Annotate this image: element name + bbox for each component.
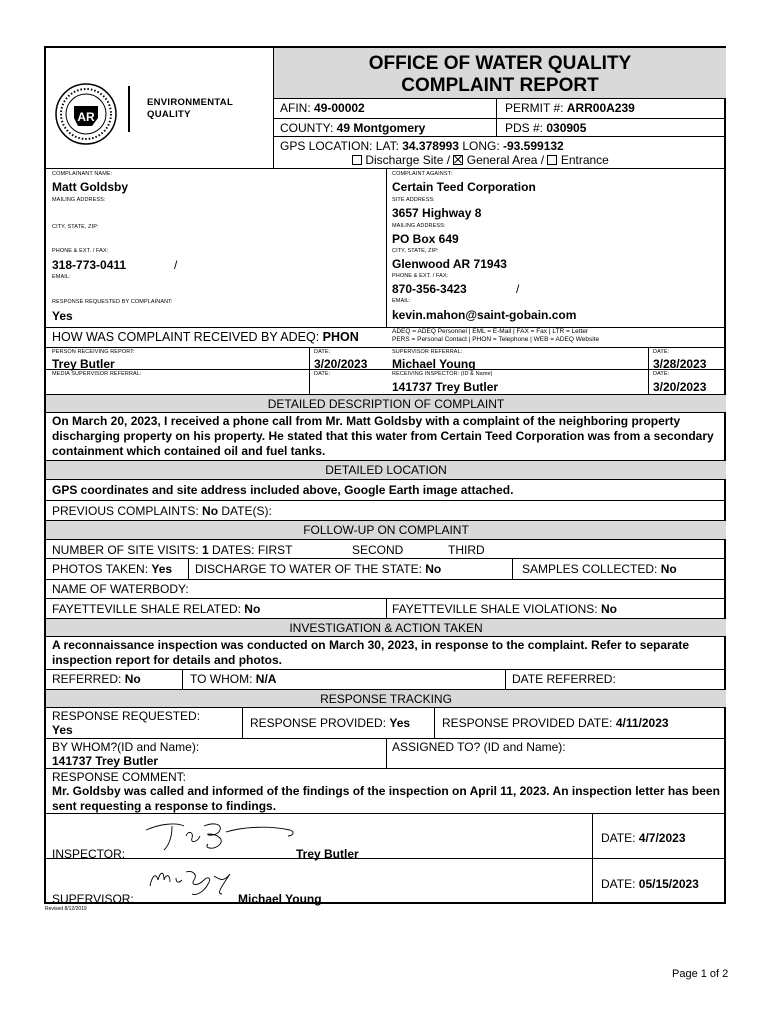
receiving-inspector-date: 3/20/2023 — [653, 380, 707, 394]
inspector-signature-icon — [142, 818, 302, 854]
supervisor-referral-date: 3/28/2023 — [653, 357, 707, 371]
against-phone-label: PHONE & EXT. / FAX: — [392, 273, 449, 279]
investigation-heading: INVESTIGATION & ACTION TAKEN — [289, 621, 483, 635]
county-field: COUNTY: 49 Montgomery — [280, 121, 426, 135]
inspector-name: Trey Butler — [296, 847, 359, 861]
by-whom-value: 141737 Trey Butler — [52, 754, 159, 768]
discharge-site-checkbox[interactable] — [352, 155, 362, 165]
agency-name-line1: ENVIRONMENTAL — [147, 97, 234, 108]
pds-field: PDS #: 030905 — [505, 121, 587, 135]
location-text: GPS coordinates and site address included above, Google Earth image attached. — [52, 483, 514, 497]
complainant-name: Matt Goldsby — [52, 180, 129, 194]
person-receiving-date: 3/20/2023 — [314, 357, 368, 371]
gps-location-field: GPS LOCATION: LAT: 34.378993 LONG: -93.599132 — [280, 139, 564, 153]
logo-divider — [128, 86, 130, 132]
received-legend-line1: ADEQ = ADEQ Personnel | EML = E-Mail | FAX = Fax | LTR = Letter — [392, 328, 589, 335]
supervisor-referral-label: SUPERVISOR REFERRAL: — [392, 349, 463, 355]
against-mailing-address: PO Box 649 — [392, 232, 459, 246]
afin-field: AFIN: 49-00002 — [280, 101, 365, 115]
svg-text:AR: AR — [77, 110, 95, 124]
against-phone: 870-356-3423 — [392, 282, 467, 296]
supervisor-name: Michael Young — [238, 892, 322, 906]
person-receiving-label: PERSON RECEIVING REPORT: — [52, 349, 135, 355]
response-requested-tracking-value: Yes — [52, 723, 73, 737]
photos-taken-field: PHOTOS TAKEN: Yes — [52, 562, 173, 576]
site-address-label: SITE ADDRESS: — [392, 197, 435, 203]
revised-date: Revised 8/12/2019 — [45, 906, 87, 912]
against-city-label: CITY, STATE, ZIP: — [392, 248, 439, 254]
against-mailing-label: MAILING ADDRESS: — [392, 223, 446, 229]
entrance-checkbox[interactable] — [547, 155, 557, 165]
form-title-line1: OFFICE OF WATER QUALITY — [368, 53, 632, 74]
page-number: Page 1 of 2 — [672, 968, 729, 980]
against-city: Glenwood AR 71943 — [392, 257, 507, 271]
against-email-label: EMAIL: — [392, 298, 411, 304]
complainant-email-label: EMAIL: — [52, 274, 71, 280]
previous-complaints-field: PREVIOUS COMPLAINTS: No DATE(S): — [52, 504, 272, 518]
response-provided-field: RESPONSE PROVIDED: Yes — [250, 716, 411, 730]
received-legend-line2: PERS = Personal Contact | PHON = Telephone | WEB = ADEQ Website — [392, 336, 600, 343]
supervisor-referral: Michael Young — [392, 357, 476, 371]
supervisor-signature-label: SUPERVISOR: — [52, 892, 134, 906]
followup-heading: FOLLOW-UP ON COMPLAINT — [303, 523, 469, 537]
tracking-heading: RESPONSE TRACKING — [320, 692, 452, 706]
waterbody-label: NAME OF WATERBODY: — [52, 582, 189, 596]
date-referred-label: DATE REFERRED: — [512, 672, 616, 686]
description-text: On March 20, 2023, I received a phone call from Mr. Matt Goldsby with a complaint of the neighboring property discharging property on his property. He stated that this water from Certain Teed Corporation was from a secondary containment which contained oil and fuel tanks. — [52, 414, 714, 458]
permit-field: PERMIT #: ARR00A239 — [505, 101, 635, 115]
receiving-inspector-label: RECEIVING INSPECTOR: (ID & Name) — [392, 371, 493, 377]
supervisor-date-field: DATE: 05/15/2023 — [601, 877, 699, 891]
against-phone-separator: / — [516, 282, 520, 296]
investigation-text: A reconnaissance inspection was conducted on March 30, 2023, in response to the complaint. Refer to separate inspection report for details and photos. — [52, 638, 690, 667]
complaint-report-form — [44, 46, 726, 904]
location-heading: DETAILED LOCATION — [325, 463, 447, 477]
location-type-options: Discharge Site / General Area / Entrance — [352, 154, 609, 166]
parties-divider — [386, 168, 387, 327]
samples-collected-field: SAMPLES COLLECTED: No — [522, 562, 677, 576]
response-requested-value: Yes — [52, 309, 73, 323]
shale-violations-field: FAYETTEVILLE SHALE VIOLATIONS: No — [392, 602, 617, 616]
complainant-phone: 318-773-0411 — [52, 258, 127, 272]
received-method-field: HOW WAS COMPLAINT RECEIVED BY ADEQ: PHON — [52, 330, 359, 344]
third-visit-label: THIRD — [448, 543, 485, 557]
person-date-label: DATE: — [314, 349, 331, 355]
complainant-mailing-label: MAILING ADDRESS: — [52, 197, 106, 203]
response-requested-tracking-label: RESPONSE REQUESTED: — [52, 709, 201, 723]
assigned-to-label: ASSIGNED TO? (ID and Name): — [392, 740, 566, 754]
complaint-against-label: COMPLAINT AGAINST: — [392, 171, 453, 177]
against-email: kevin.mahon@saint-gobain.com — [392, 308, 577, 322]
agency-seal-icon — [54, 82, 118, 146]
inspector-date-field: DATE: 4/7/2023 — [601, 831, 686, 845]
by-whom-label: BY WHOM?(ID and Name): — [52, 740, 200, 754]
second-visit-label: SECOND — [352, 543, 404, 557]
media-supervisor-label: MEDIA SUPERVISOR REFERRAL: — [52, 371, 142, 377]
complainant-phone-label: PHONE & EXT. / FAX: — [52, 248, 109, 254]
response-comment: Mr. Goldsby was called and informed of the findings of the inspection on April 11, 2023. An inspection letter has been sent requesting a response to findings. — [52, 784, 720, 813]
complaint-against-name: Certain Teed Corporation — [392, 180, 536, 194]
to-whom-field: TO WHOM: N/A — [190, 672, 277, 686]
header-divider — [273, 48, 274, 168]
shale-related-field: FAYETTEVILLE SHALE RELATED: No — [52, 602, 261, 616]
media-date-label: DATE: — [314, 371, 331, 377]
site-address: 3657 Highway 8 — [392, 206, 482, 220]
referred-field: REFERRED: No — [52, 672, 141, 686]
response-comment-label: RESPONSE COMMENT: — [52, 770, 187, 784]
agency-name-line2: QUALITY — [147, 109, 191, 120]
description-heading: DETAILED DESCRIPTION OF COMPLAINT — [267, 397, 505, 411]
supervisor-signature-icon — [142, 864, 252, 900]
site-visits-field: NUMBER OF SITE VISITS: 1 DATES: FIRST — [52, 543, 293, 557]
supervisor-date-label: DATE: — [653, 349, 670, 355]
complainant-name-label: COMPLAINANT NAME: — [52, 171, 113, 177]
inspector-signature-label: INSPECTOR: — [52, 847, 126, 861]
complainant-city-label: CITY, STATE, ZIP: — [52, 224, 99, 230]
response-provided-date-field: RESPONSE PROVIDED DATE: 4/11/2023 — [442, 716, 669, 730]
response-requested-label: RESPONSE REQUESTED BY COMPLAINANT: — [52, 299, 173, 305]
form-title-line2: COMPLAINT REPORT — [401, 75, 599, 96]
complainant-phone-separator: / — [174, 258, 178, 272]
inspector-date-label: DATE: — [653, 371, 670, 377]
discharge-field: DISCHARGE TO WATER OF THE STATE: No — [195, 562, 442, 576]
receiving-inspector: 141737 Trey Butler — [392, 380, 499, 394]
person-receiving: Trey Butler — [52, 357, 115, 371]
general-area-checkbox[interactable] — [453, 155, 463, 165]
